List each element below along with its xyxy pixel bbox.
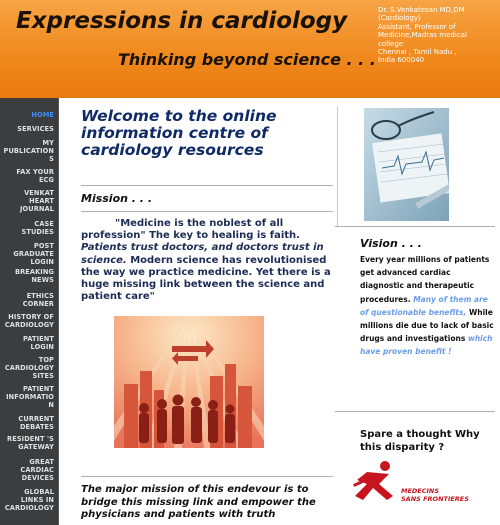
sidebar-item-label: NEWS	[31, 275, 54, 284]
sidebar-item-label: SERVICES	[17, 125, 54, 133]
sidebar-item-label: TOP	[38, 356, 54, 364]
sidebar-item-label: N	[48, 400, 54, 409]
sidebar-item-label: DEBATES	[19, 422, 54, 431]
sidebar-item-label: POST	[33, 242, 54, 250]
sidebar-item-label: HISTORY OF	[8, 313, 54, 321]
sidebar-item-label: MY	[42, 139, 54, 147]
vision-text	[360, 253, 495, 359]
sidebar-item-my-publications[interactable]	[0, 140, 54, 163]
sidebar-item-label: LOGIN	[30, 257, 54, 266]
sidebar-item-label: PATIENT	[23, 335, 54, 343]
sidebar-item-label: CORNER	[22, 299, 54, 308]
sidebar-item-history-of-cardiology[interactable]	[0, 314, 54, 330]
msf-name-line: MEDECINS	[401, 487, 440, 495]
sidebar-item-venkat-heart-journal[interactable]	[0, 190, 54, 213]
sidebar-item-label: CURRENT	[18, 415, 54, 423]
quote-part: "Medicine is the noblest of all profession" The key to healing is faith.	[81, 218, 300, 242]
sidebar-item-label: JOURNAL	[19, 204, 54, 213]
sidebar-item-label: PUBLICATION	[3, 146, 54, 155]
divider	[335, 411, 495, 412]
column-divider	[337, 106, 338, 226]
author-line: (Cardiology)	[378, 14, 421, 23]
ecg-desk-photo	[364, 108, 449, 221]
msf-name-line: SANS FRONTIERES	[401, 495, 469, 503]
site-header	[0, 0, 500, 98]
sidebar-item-label: CARDIOLOGY	[4, 320, 54, 329]
sidebar-item-label: CARDIAC	[20, 465, 54, 474]
author-line: college	[378, 39, 404, 48]
mission-heading: Mission . . .	[81, 192, 152, 205]
sidebar-item-home[interactable]	[0, 112, 54, 120]
author-line: Dr. S.Venkatesan MD,DM	[378, 6, 465, 14]
site-title[interactable]: Expressions in cardiology	[16, 8, 348, 34]
divider	[81, 185, 333, 186]
sidebar-item-label: SITES	[32, 371, 54, 380]
sidebar-item-resident-s-gateway[interactable]	[0, 436, 54, 452]
sidebar-item-label: CARDIOLOGY	[4, 363, 54, 372]
vision-para: While millions die due to lack of basic drugs and investigations	[360, 307, 494, 344]
divider	[335, 226, 495, 227]
sidebar-item-label: STUDIES	[21, 227, 54, 236]
spare-a-thought: Spare a thought Why this disparity ?	[360, 429, 480, 453]
sidebar-item-label: GATEWAY	[18, 442, 54, 451]
sidebar-item-case-studies[interactable]	[0, 221, 54, 237]
sidebar-item-label: FAX YOUR	[16, 168, 54, 176]
mission-quote	[81, 218, 331, 303]
sidebar-item-label: GRADUATE	[13, 249, 54, 258]
sidebar-item-label: LOGIN	[30, 342, 54, 351]
right-column	[335, 98, 500, 525]
author-info	[378, 6, 498, 65]
sidebar-item-current-debates[interactable]	[0, 416, 54, 432]
sidebar-item-great-cardiac-devices[interactable]	[0, 459, 54, 482]
main-content	[59, 98, 335, 525]
vision-highlight: which have proven benefit !	[360, 334, 493, 357]
sidebar-item-label: INFORMATIO	[6, 392, 54, 401]
vision-highlight: Many of them are of questionable benefits,	[360, 294, 488, 317]
divider	[81, 476, 333, 477]
sidebar-item-label: GREAT	[29, 458, 54, 466]
sidebar-item-patient-information[interactable]	[0, 386, 54, 409]
sidebar-item-ethics-corner[interactable]	[0, 293, 54, 309]
sidebar-item-post-graduate-login[interactable]	[0, 243, 54, 266]
sidebar-item-breaking-news[interactable]	[0, 269, 54, 285]
welcome-heading: Welcome to the online information centre of cardiology resources	[81, 107, 277, 159]
sidebar-item-label: PATIENT	[23, 385, 54, 393]
vision-heading: Vision . . .	[360, 237, 422, 250]
author-line: Medicine,Madras medical	[378, 31, 467, 40]
sidebar-item-services[interactable]	[0, 126, 54, 134]
quote-italic-part: Patients trust doctors, and doctors trust in science.	[81, 242, 324, 266]
sidebar-item-label: CASE	[34, 220, 54, 228]
sidebar-item-label: S	[49, 154, 54, 163]
sidebar-item-label: ETHICS	[26, 292, 54, 300]
sidebar-item-label: GLOBAL	[24, 488, 54, 496]
sidebar-item-patient-login[interactable]	[0, 336, 54, 352]
divider	[81, 211, 333, 212]
author-line: Assistant, Professor of	[378, 22, 456, 31]
author-line: Chennai , Tamil Nadu ,	[378, 48, 457, 57]
sidebar-item-fax-your-ecg[interactable]	[0, 169, 54, 185]
site-tagline: Thinking beyond science . . .	[118, 50, 376, 69]
sidebar-item-label: LINKS IN	[20, 495, 54, 504]
sidebar-item-label: HOME	[31, 111, 54, 119]
sidebar-item-top-cardiology-sites[interactable]	[0, 357, 54, 380]
city-silhouette-illustration	[114, 316, 264, 448]
mission-statement: The major mission of this endevour is to bridge this missing link and empower the physicians and patients with truth	[81, 484, 316, 520]
sidebar-item-label: RESIDENT 'S	[7, 435, 54, 443]
vision-para: Every year millions of patients get advanced cardiac diagnostic and therapeutic procedures.	[360, 255, 490, 304]
sidebar-item-label: VENKAT	[24, 189, 54, 197]
sidebar-item-global-links-in-cardiology[interactable]	[0, 489, 54, 512]
sidebar-item-label: HEART	[29, 196, 54, 205]
quote-part: Modern science has revolutionised the way we practice medicine. Yet there is a huge missing link between the science and patient care"	[81, 254, 331, 303]
msf-logo[interactable]	[349, 458, 469, 508]
author-line: India 600040	[378, 56, 425, 65]
msf-runner-icon	[349, 458, 399, 508]
sidebar-nav	[0, 98, 59, 525]
sidebar-item-label: ECG	[38, 175, 54, 184]
sidebar-item-label: DEVICES	[21, 473, 54, 482]
sidebar-item-label: CARDIOLOGY	[4, 503, 54, 512]
sidebar-item-label: BREAKING	[14, 268, 54, 276]
